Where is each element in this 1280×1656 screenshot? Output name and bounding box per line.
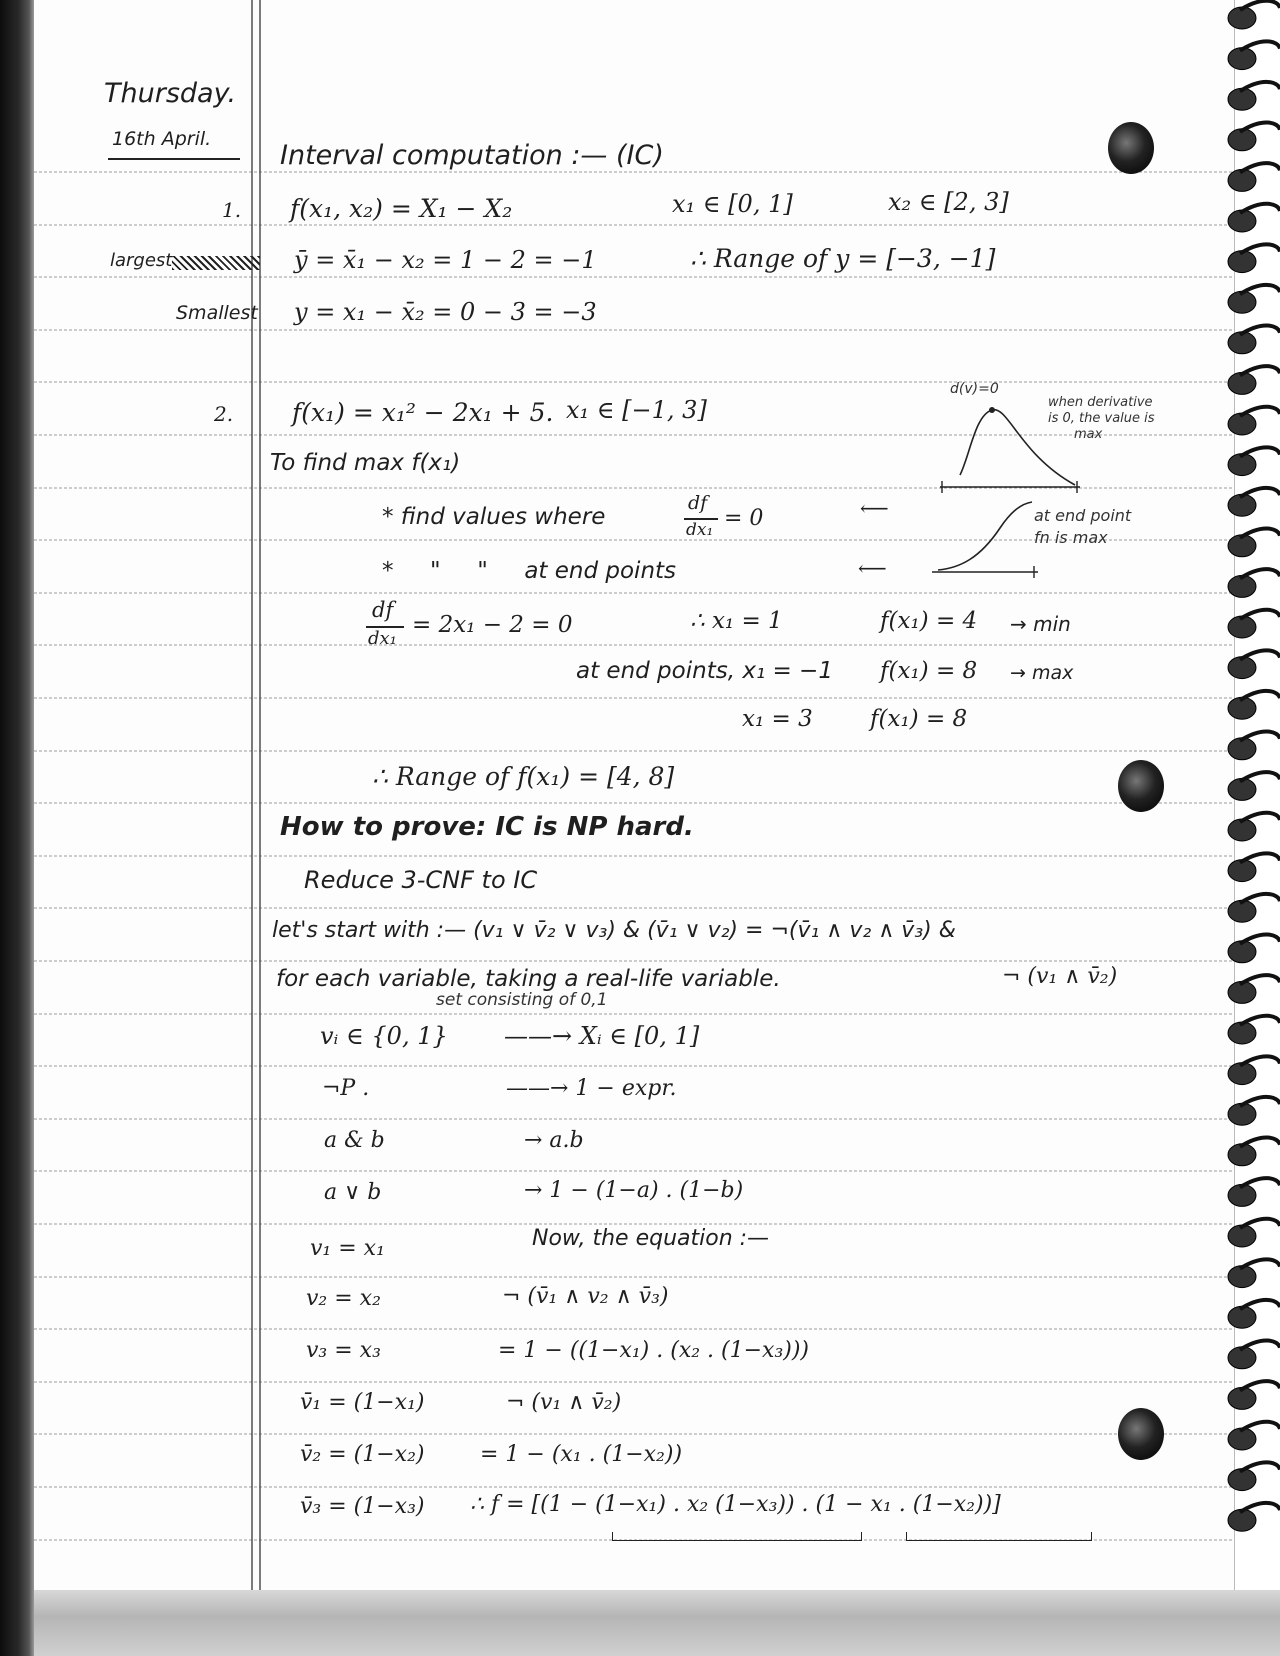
p1-upper-bound: ȳ = x̄₁ − x₂ = 1 − 2 = −1 [294, 246, 597, 274]
label-smallest: Smallest [176, 302, 258, 324]
spiral-coil [1228, 163, 1280, 191]
spiral-coil [1228, 610, 1280, 638]
note1-line2: is 0, the value is [1048, 411, 1155, 426]
spiral-coil [1228, 1178, 1280, 1206]
spiral-coil [1228, 407, 1280, 435]
underbrace-2 [906, 1532, 1092, 1541]
var-right-4: = 1 − (x₁ . (1−x₂)) [480, 1442, 683, 1467]
spiral-coil [1228, 1056, 1280, 1084]
p1-domain-x2: x₂ ∈ [2, 3] [888, 188, 1009, 216]
date-underline [108, 158, 240, 160]
var-right-3: ¬ (v₁ ∧ v̄₂) [506, 1390, 622, 1415]
spiral-coil [1228, 1219, 1280, 1247]
spiral-coil [1228, 772, 1280, 800]
spiral-coil [1228, 853, 1280, 881]
map-right-0: ——→ Xᵢ ∈ [0, 1] [504, 1022, 700, 1050]
p2-sol-x: ∴ x₁ = 1 [690, 608, 783, 634]
spiral-coil [1228, 935, 1280, 963]
p2-range: ∴ Range of f(x₁) = [4, 8] [372, 762, 675, 791]
spiral-coil [1228, 732, 1280, 760]
p2-end1-tag: → max [1010, 662, 1074, 684]
p2-end1-f: f(x₁) = 8 [880, 658, 978, 684]
note2-line2: fn is max [1034, 528, 1108, 547]
p2-end2-x: x₁ = 3 [742, 706, 813, 732]
spiral-coil [1228, 123, 1280, 151]
p2-function: f(x₁) = x₁² − 2x₁ + 5. [292, 398, 554, 427]
proof-heading: How to prove: IC is NP hard. [280, 812, 694, 842]
arrow-left-1: ⟵ [860, 496, 889, 520]
note1-line1: when derivative [1048, 395, 1153, 410]
var-left-3: v̄₁ = (1−x₁) [300, 1390, 425, 1415]
proof-now-equation: Now, the equation :— [532, 1226, 770, 1251]
map-left-3: a ∨ b [324, 1180, 382, 1205]
spiral-coil [1228, 1, 1280, 29]
item-number-2: 2. [214, 402, 234, 426]
p2-deriv-den: dx₁ [368, 628, 397, 649]
spiral-coil [1228, 1462, 1280, 1490]
proof-start-with: let's start with :— (v₁ ∨ v̄₂ ∨ v₃) & (v̄₁ ∨ v₂) = ¬(v̄₁ ∧ v₂ ∧ v̄₃) & [272, 918, 956, 943]
p2-goal: To find max f(x₁) [270, 450, 461, 476]
spiral-binding [1222, 0, 1280, 1590]
spiral-coil [1228, 447, 1280, 475]
spiral-coil [1228, 650, 1280, 678]
arrow-left-2: ⟵ [858, 556, 887, 580]
p1-function: f(x₁, x₂) = X₁ − X₂ [290, 194, 513, 223]
var-left-5: v̄₃ = (1−x₃) [300, 1494, 425, 1519]
var-right-1: ¬ (v̄₁ ∧ v₂ ∧ v̄₃) [502, 1284, 669, 1309]
spiral-coil [1228, 975, 1280, 1003]
proof-foreach: for each variable, taking a real-life variable. [276, 966, 781, 992]
map-left-1: ¬P . [322, 1076, 370, 1101]
proof-foreach-expr: ¬ (v₁ ∧ v̄₂) [1002, 964, 1118, 989]
var-left-0: v₁ = x₁ [310, 1236, 385, 1261]
map-right-1: ——→ 1 − expr. [506, 1076, 677, 1101]
var-left-2: v₃ = x₃ [306, 1338, 381, 1363]
spiral-coil [1228, 1422, 1280, 1450]
note-deriv-zero: d(v)=0 [950, 381, 999, 397]
spiral-coil [1228, 1381, 1280, 1409]
note2-line1: at end point [1034, 506, 1132, 525]
map-left-0: vᵢ ∈ {0, 1} [320, 1022, 448, 1050]
map-left-2: a & b [324, 1128, 385, 1153]
note1-line3: max [1074, 427, 1103, 442]
punch-hole-bottom [1118, 1408, 1164, 1460]
spiral-coil [1228, 569, 1280, 597]
spiral-coil [1228, 326, 1280, 354]
max-curve-sketch [930, 395, 1090, 495]
spiral-coil [1228, 1341, 1280, 1369]
spiral-coil [1228, 1097, 1280, 1125]
spiral-coil [1228, 1138, 1280, 1166]
var-right-2: = 1 − ((1−x₁) . (x₂ . (1−x₃))) [498, 1338, 810, 1363]
spiral-coil [1228, 366, 1280, 394]
item-number-1: 1. [222, 198, 242, 222]
p2-domain: x₁ ∈ [−1, 3] [566, 396, 707, 424]
punch-hole-top [1108, 122, 1154, 174]
var-right-5: ∴ f = [(1 − (1−x₁) . x₂ (1−x₃)) . (1 − x₁ . (1−x₂))] [470, 1492, 1001, 1517]
spiral-coil [1228, 813, 1280, 841]
p2-end1-x: at end points, x₁ = −1 [576, 658, 833, 684]
spiral-coil [1228, 488, 1280, 516]
spiral-coil [1228, 1503, 1280, 1531]
map-right-2: → a.b [524, 1128, 584, 1153]
p2-end2-f: f(x₁) = 8 [870, 706, 968, 732]
spiral-coil [1228, 82, 1280, 110]
p1-range: ∴ Range of y = [−3, −1] [690, 244, 996, 273]
spiral-coil [1228, 285, 1280, 313]
p1-lower-bound: y = x₁ − x̄₂ = 0 − 3 = −3 [294, 298, 597, 326]
date-day: Thursday. [104, 78, 237, 109]
spiral-coil [1228, 1300, 1280, 1328]
spiral-coil [1228, 244, 1280, 272]
p2-step1-eq: = 0 [724, 506, 764, 531]
label-largest: largest [110, 250, 173, 271]
p2-sol-f: f(x₁) = 4 [880, 608, 978, 634]
underbrace-1 [612, 1532, 862, 1541]
spiral-coil [1228, 529, 1280, 557]
p1-domain-x1: x₁ ∈ [0, 1] [672, 190, 793, 218]
spiral-coil [1228, 894, 1280, 922]
scan-edge [0, 0, 34, 1656]
spiral-coil [1228, 41, 1280, 69]
page-title: Interval computation :— (IC) [280, 140, 664, 171]
map-right-3: → 1 − (1−a) . (1−b) [524, 1178, 744, 1203]
proof-reduce: Reduce 3-CNF to IC [304, 866, 538, 894]
p2-deriv-eq: = 2x₁ − 2 = 0 [412, 612, 573, 638]
spiral-coil [1228, 1259, 1280, 1287]
spiral-coil [1228, 204, 1280, 232]
p2-step1-frac-num: df [688, 492, 708, 514]
scribble-strike [172, 256, 260, 270]
p2-deriv-num: df [372, 598, 394, 622]
spiral-coil [1228, 1016, 1280, 1044]
p2-sol-tag: → min [1010, 612, 1071, 636]
date-date: 16th April. [112, 128, 212, 150]
p2-step1: * find values where [382, 504, 606, 530]
scan-shadow [34, 1590, 1280, 1656]
spiral-coil [1228, 691, 1280, 719]
var-left-4: v̄₂ = (1−x₂) [300, 1442, 425, 1467]
p2-step1-frac-den: dx₁ [686, 520, 714, 540]
proof-set-note: set consisting of 0,1 [436, 990, 608, 1010]
punch-hole-middle [1118, 760, 1164, 812]
p2-step2: * " " at end points [382, 558, 677, 584]
var-left-1: v₂ = x₂ [306, 1286, 381, 1311]
